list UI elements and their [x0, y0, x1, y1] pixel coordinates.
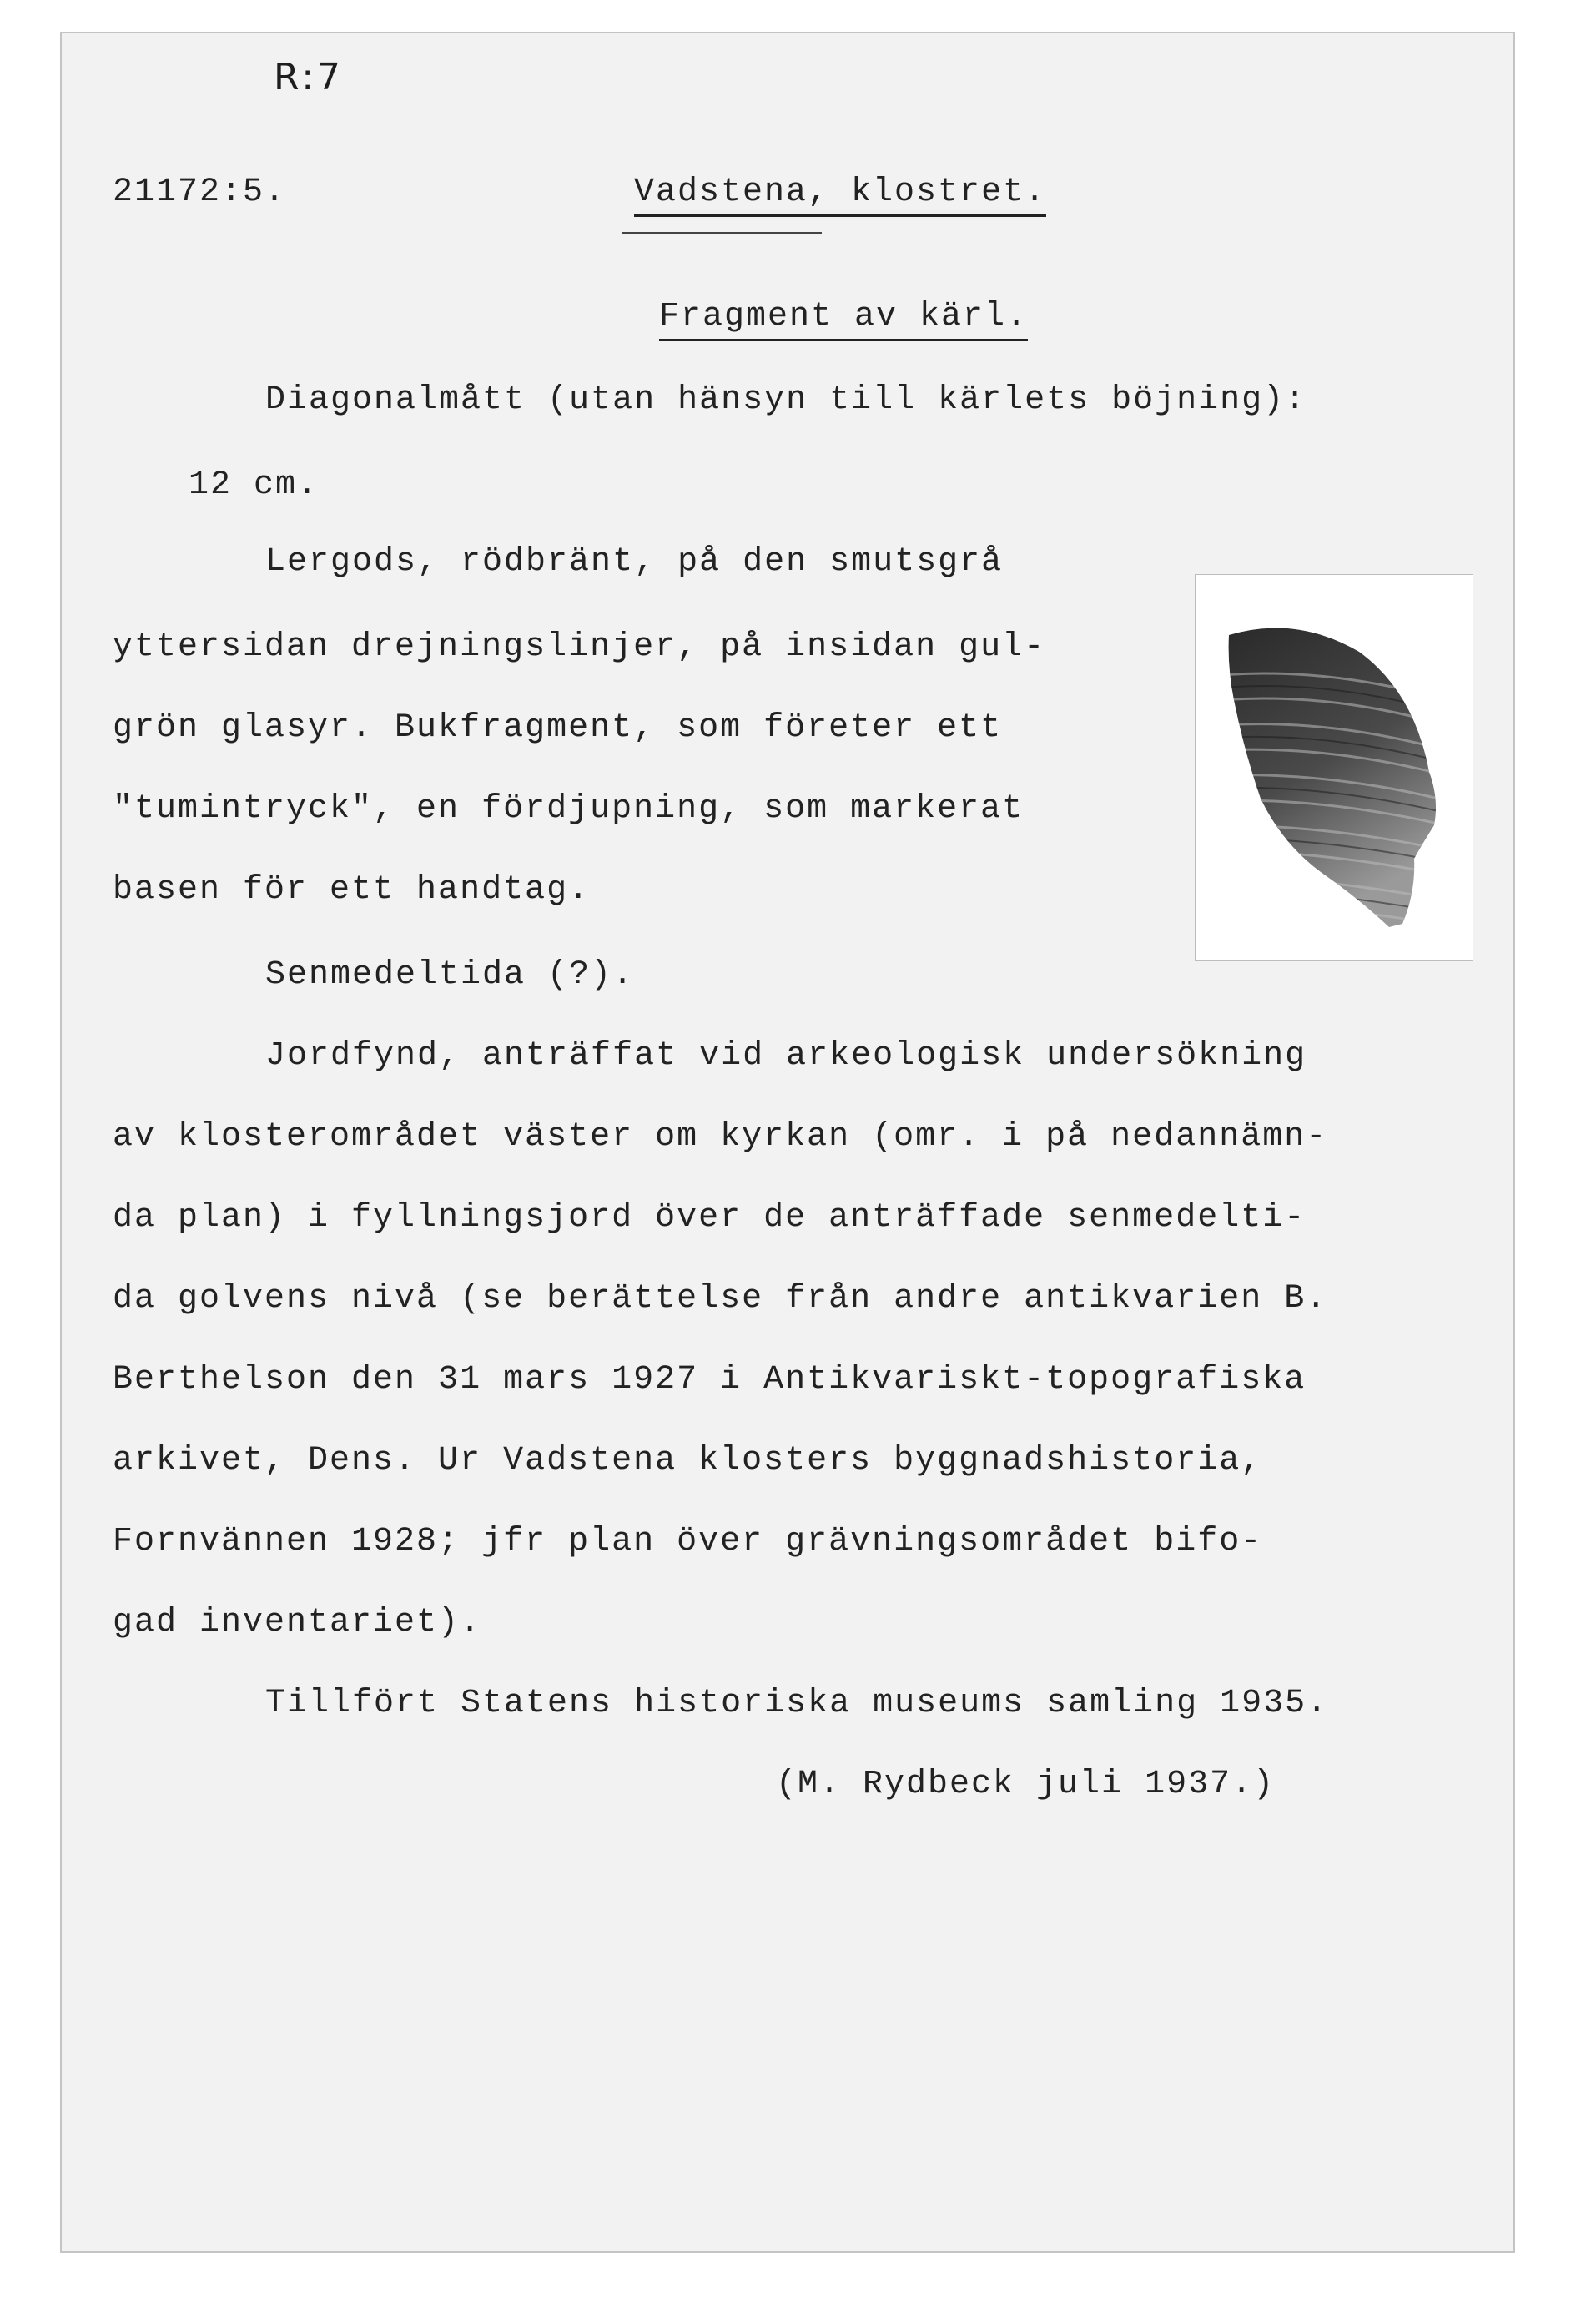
text-line-17: Tillfört Statens historiska museums samling 1935.	[265, 1685, 1329, 1722]
handwritten-mark: R:7	[274, 56, 345, 98]
text-line-8: Senmedeltida (?).	[265, 956, 635, 994]
text-line-1: Diagonalmått (utan hänsyn till kärlets böjning):	[265, 381, 1307, 419]
text-line-2: 12 cm.	[189, 466, 320, 504]
sherd-photo	[1195, 574, 1473, 961]
location-heading: Vadstena, klostret.	[634, 173, 1046, 217]
text-line-12: da golvens nivå (se berättelse från andre antikvarien B.	[113, 1280, 1328, 1318]
text-line-3: Lergods, rödbränt, på den smutsgrå	[265, 543, 1004, 581]
text-line-7: basen för ett handtag.	[113, 871, 591, 909]
text-line-5: grön glasyr. Bukfragment, som företer ett	[113, 709, 1003, 747]
text-line-10: av klosterområdet väster om kyrkan (omr. i på nedannämn-	[113, 1118, 1328, 1156]
location-double-underline	[622, 232, 822, 234]
text-line-11: da plan) i fyllningsjord över de anträffade senmedelti-	[113, 1199, 1307, 1237]
catalog-number: 21172:5.	[113, 174, 287, 211]
pottery-sherd-icon	[1196, 575, 1474, 962]
text-line-14: arkivet, Dens. Ur Vadstena klosters byggnadshistoria,	[113, 1442, 1263, 1480]
text-line-13: Berthelson den 31 mars 1927 i Antikvariskt-topografiska	[113, 1361, 1307, 1399]
text-line-9: Jordfynd, anträffat vid arkeologisk undersökning	[265, 1037, 1307, 1075]
text-line-6: "tumintryck", en fördjupning, som markerat	[113, 790, 1025, 828]
text-line-16: gad inventariet).	[113, 1604, 482, 1641]
text-line-15: Fornvännen 1928; jfr plan över grävningsområdet bifo-	[113, 1523, 1263, 1560]
text-line-4: yttersidan drejningslinjer, på insidan gul-	[113, 628, 1046, 666]
object-title: Fragment av kärl.	[659, 297, 1028, 341]
signature-line: (M. Rydbeck juli 1937.)	[776, 1766, 1276, 1803]
